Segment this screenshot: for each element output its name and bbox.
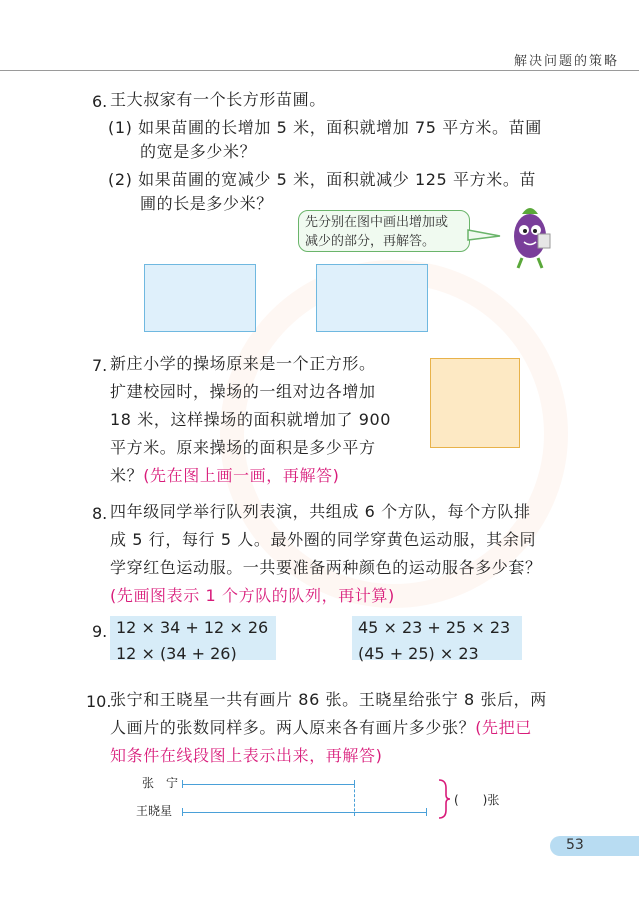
q7-line5	[110, 462, 340, 490]
header-divider	[0, 70, 639, 71]
q9-left-expr-a: 12 × 34 + 12 × 26	[116, 618, 269, 637]
segment-tick	[182, 808, 183, 816]
q6-part1-line2: 的宽是多少米？	[140, 142, 257, 161]
q7-line4: 平方米。原来操场的面积是多少平方	[110, 438, 376, 457]
section-title: 解决问题的策略	[513, 54, 619, 69]
segment-wangxiaoxing	[182, 812, 426, 813]
q7-line5-text: 米？	[110, 466, 144, 485]
eggplant-mascot-icon	[500, 200, 560, 270]
q9-left-expr-b: 12 × (34 + 26)	[116, 644, 237, 663]
segment-tick	[426, 808, 427, 816]
q9-right-expr-b: (45 + 25) × 23	[358, 644, 479, 663]
q7-line3: 18 米，这样操场的面积就增加了 900	[110, 410, 392, 429]
q9-right-expr-a: 45 × 23 + 25 × 23	[358, 618, 511, 637]
q9-number: 9.	[92, 622, 108, 641]
playground-square	[430, 358, 520, 448]
q6-number: 6.	[92, 92, 108, 111]
q10-instruction-start: (先把已	[475, 718, 532, 737]
q7-line1: 新庄小学的操场原来是一个正方形。	[110, 354, 376, 373]
q10-line2-text: 人画片的张数同样多。两人原来各有画片多少张？	[110, 718, 476, 737]
q8-line2: 成 5 行，每行 5 人。最外圈的同学穿黄色运动服，其余同	[110, 530, 537, 549]
hint-line-1: 先分别在图中画出增加或	[305, 215, 449, 230]
q8-line1: 四年级同学举行队列表演，共组成 6 个方队，每个方队排	[110, 502, 531, 521]
garden-rectangle-1	[144, 264, 256, 332]
q7-line2: 扩建校园时，操场的一组对边各增加	[110, 382, 376, 401]
segment-label-wangxiaoxing: 王晓星	[136, 804, 173, 818]
q10-number: 10.	[86, 692, 112, 711]
segment-tick	[182, 780, 183, 788]
q6-part2-line2: 圃的长是多少米？	[140, 194, 273, 213]
q6-stem: 王大叔家有一个长方形苗圃。	[110, 90, 326, 109]
hint-speech-bubble	[298, 210, 470, 252]
q8-instruction: (先画图表示 1 个方队的队列，再计算)	[110, 586, 395, 605]
garden-rectangle-2	[316, 264, 428, 332]
q8-line3: 学穿红色运动服。一共要准备两种颜色的运动服各多少套？	[110, 558, 542, 577]
q7-number: 7.	[92, 356, 108, 375]
segment-label-zhangning: 张 宁	[142, 776, 179, 790]
hint-line-2: 减少的部分，再解答。	[305, 234, 436, 249]
q6-part2-line1: (2) 如果苗圃的宽减少 5 米，面积就减少 125 平方米。苗	[108, 170, 537, 189]
answer-blank[interactable]: ( )张	[454, 793, 500, 807]
q8-number: 8.	[92, 504, 108, 523]
q6-part1-line1: (1) 如果苗圃的长增加 5 米，面积就增加 75 平方米。苗圃	[108, 118, 542, 137]
page-number: 53	[566, 837, 584, 853]
q10-instruction: 知条件在线段图上表示出来，再解答)	[110, 746, 383, 765]
segment-divider	[354, 780, 355, 816]
q7-instruction: (先在图上画一画，再解答)	[143, 466, 340, 485]
brace-icon	[436, 778, 452, 820]
q10-line2	[110, 714, 532, 742]
q10-line1: 张宁和王晓星一共有画片 86 张。王晓星给张宁 8 张后，两	[110, 690, 547, 709]
segment-zhangning	[182, 784, 354, 785]
page-number-badge	[550, 836, 639, 856]
